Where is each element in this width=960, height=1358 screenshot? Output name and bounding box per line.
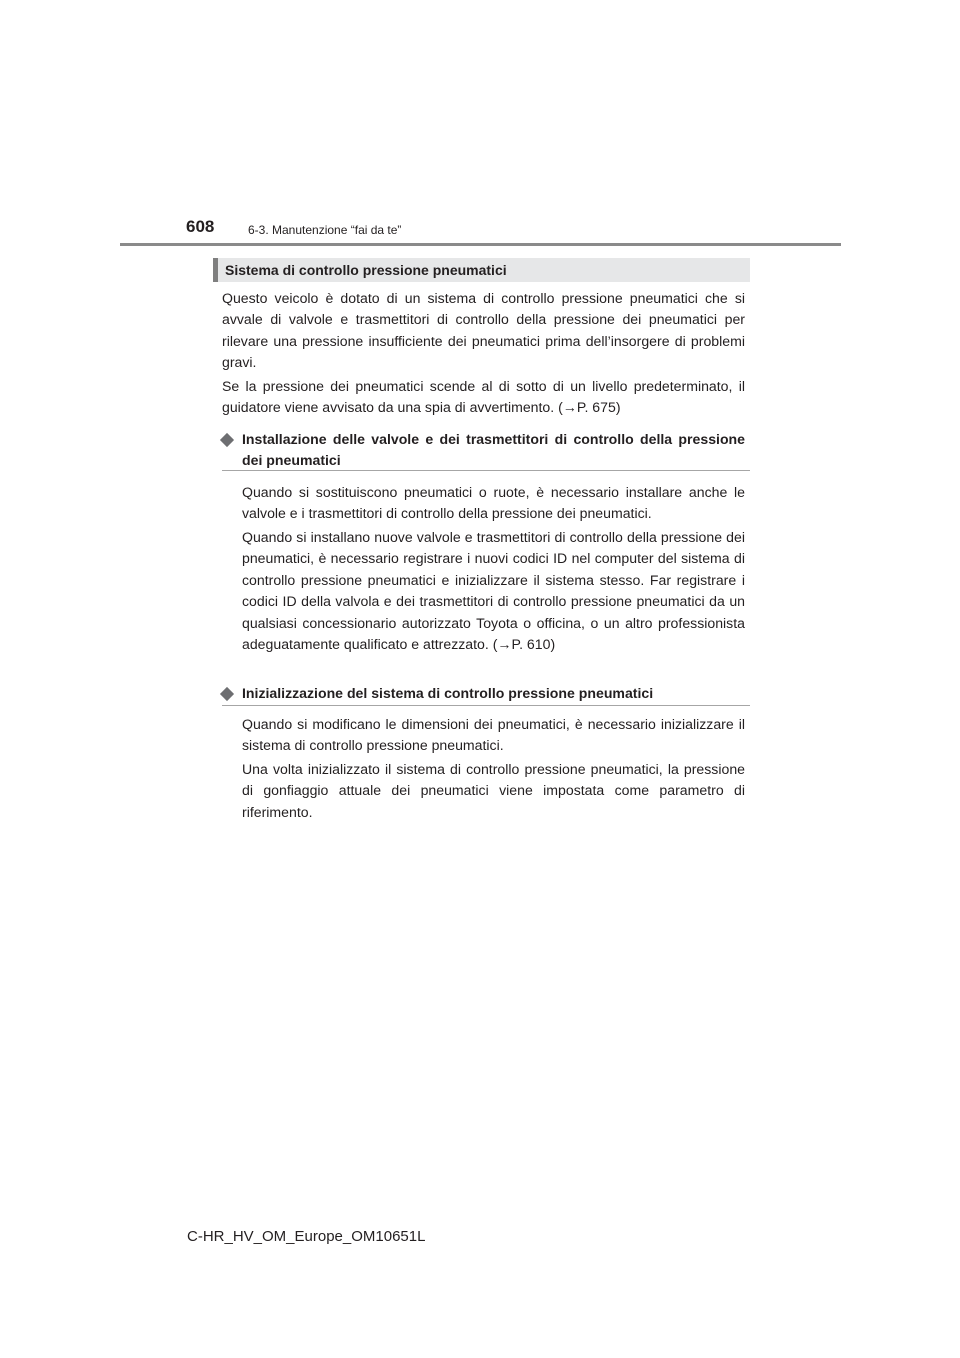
header-rule: [120, 243, 841, 246]
intro-paragraph: Se la pressione dei pneumatici scende al di sotto di un livello predeterminato, il guidatore viene avvisato da una spia di avvertimento. (→P. 675): [222, 378, 745, 416]
subsection-rule: [222, 705, 750, 706]
subsection-heading: [222, 429, 750, 472]
subsection-rule: [222, 470, 750, 471]
body-paragraph: Quando si installano nuove valvole e trasmettitori di controllo della pressione dei pneumatici, è necessario registrare i nuovi codici ID nel computer del sistema di controllo pressione pneumatici e inizializzare il sistema stesso. Far registrare i codici ID della valvola e dei trasmettitori di controllo pressione pneumatici da un qualsiasi concessionario autorizzato Toyota o officina, o un altro professionista adeguatamente qualificato e attrezzato. (→P. 610): [242, 529, 745, 653]
section-title-box: [213, 258, 750, 282]
section-reference: 6-3. Manutenzione “fai da te”: [248, 223, 402, 237]
intro-paragraph: Questo veicolo è dotato di un sistema di controllo pressione pneumatici che si avvale di valvole e trasmettitori di controllo della pressione dei pneumatici per rilevare una pressione insufficiente dei pneumatici prima dell’insorgere di problemi gravi.: [222, 290, 745, 371]
subsection-heading-text: Inizializzazione del sistema di controllo pressione pneumatici: [242, 685, 654, 701]
body-paragraph: Quando si modificano le dimensioni dei pneumatici, è necessario inizializzare il sistema di controllo pressione pneumatici.: [242, 716, 745, 754]
section-title: Sistema di controllo pressione pneumatici: [225, 262, 507, 278]
body-paragraph: Una volta inizializzato il sistema di controllo pressione pneumatici, la pressione di gonfiaggio attuale dei pneumatici viene impostata come parametro di riferimento.: [242, 761, 745, 820]
diamond-bullet-icon: [220, 433, 234, 447]
subsection-heading: [222, 683, 750, 704]
section-title-accent-bar: [213, 258, 218, 282]
body-paragraph: Quando si sostituiscono pneumatici o ruote, è necessario installare anche le valvole e i trasmettitori di controllo della pressione dei pneumatici.: [242, 484, 745, 522]
diamond-bullet-icon: [220, 687, 234, 701]
page-number: 608: [186, 217, 215, 236]
subsection-heading-text: Installazione delle valvole e dei trasmettitori di controllo della pressione dei pneumatici: [242, 431, 745, 469]
document-code: C-HR_HV_OM_Europe_OM10651L: [187, 1228, 426, 1245]
